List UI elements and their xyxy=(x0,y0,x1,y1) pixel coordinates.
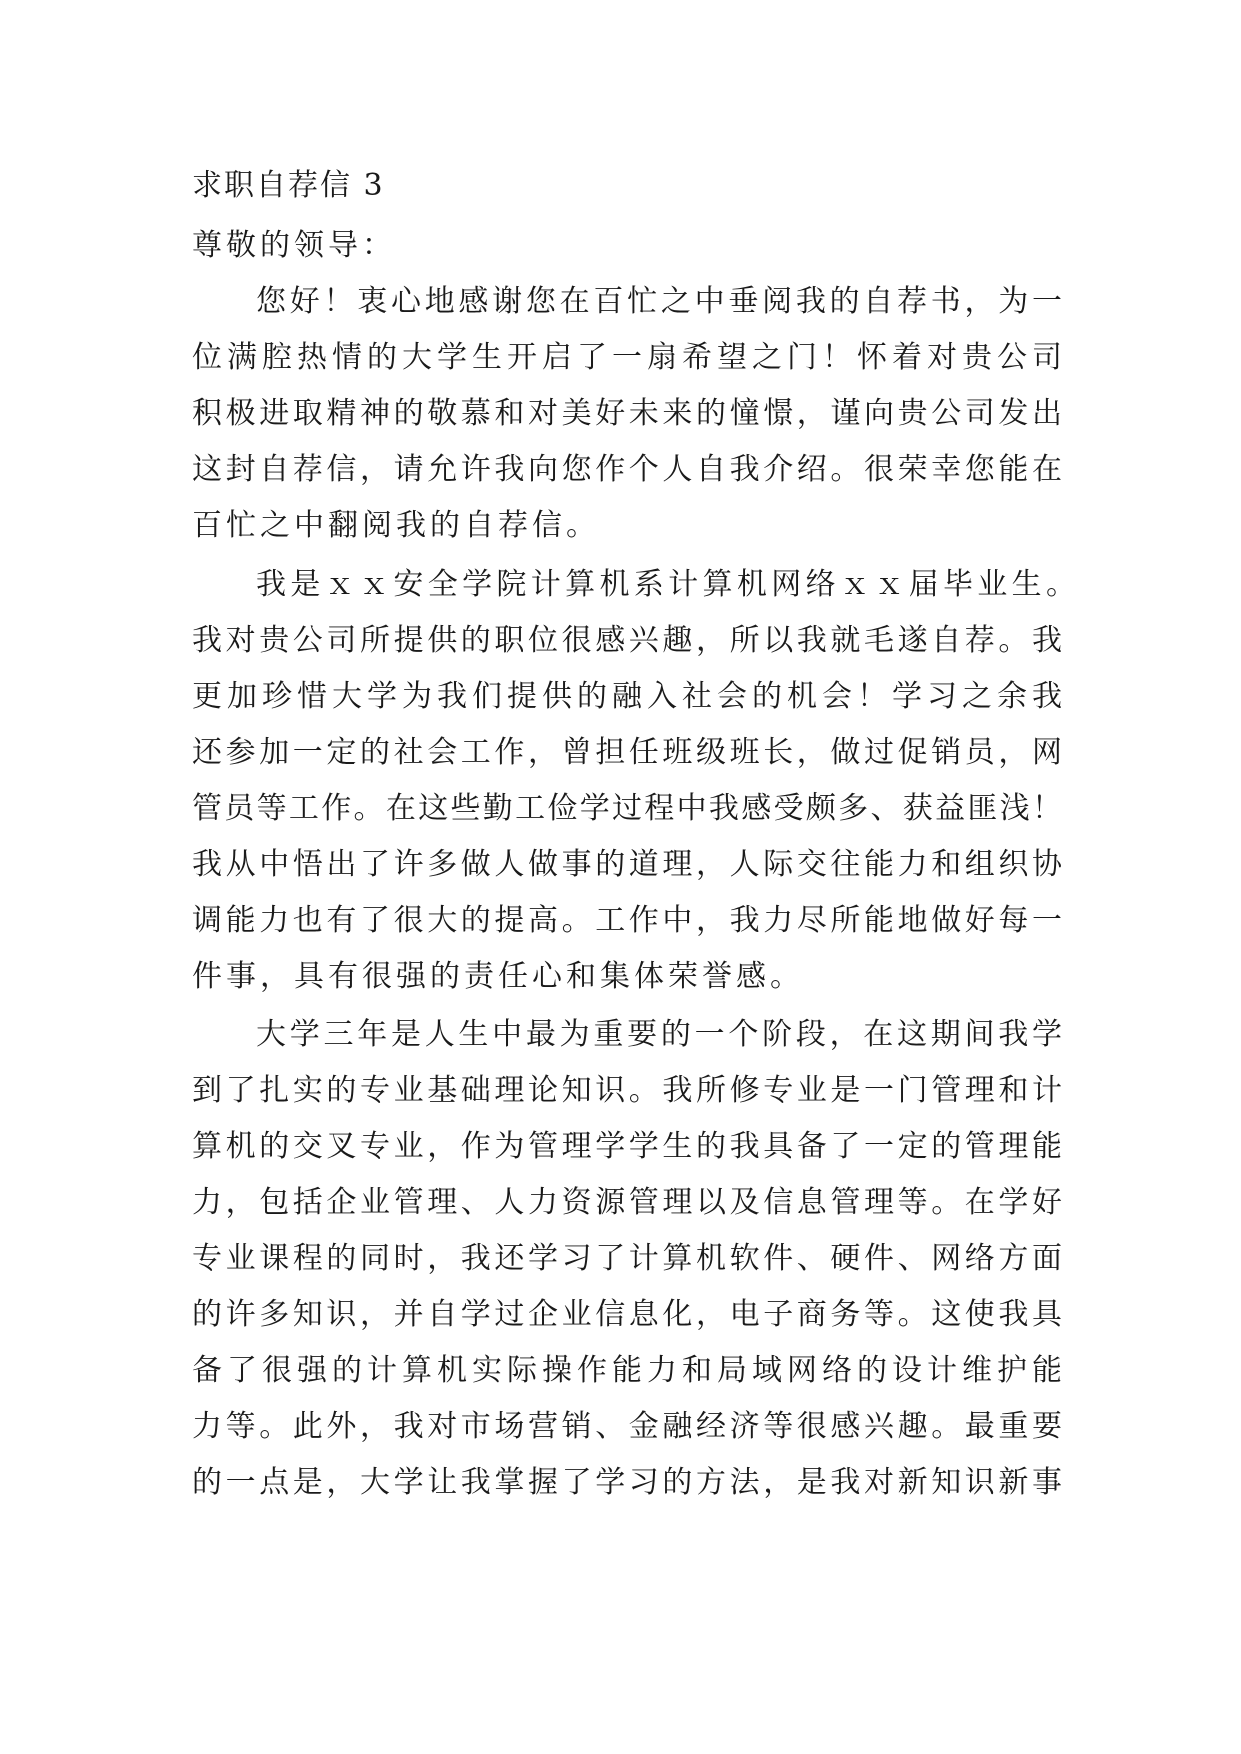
body-line: 我是ｘｘ安全学院计算机系计算机网络ｘｘ届毕业生。 xyxy=(256,567,1076,602)
body-line: 管员等工作。在这些勤工俭学过程中我感受颇多、获益匪浅！ xyxy=(192,791,1062,826)
salutation: 尊敬的领导： xyxy=(192,228,396,263)
body-line: 我从中悟出了许多做人做事的道理，人际交往能力和组织协 xyxy=(192,847,1062,882)
body-line: 专业课程的同时，我还学习了计算机软件、硬件、网络方面 xyxy=(192,1241,1062,1276)
body-line: 力，包括企业管理、人力资源管理以及信息管理等。在学好 xyxy=(192,1185,1062,1220)
body-line: 力等。此外，我对市场营销、金融经济等很感兴趣。最重要 xyxy=(192,1409,1062,1444)
body-line: 调能力也有了很大的提高。工作中，我力尽所能地做好每一 xyxy=(192,903,1062,938)
body-line: 备了很强的计算机实际操作能力和局域网络的设计维护能 xyxy=(192,1353,1062,1388)
body-line: 还参加一定的社会工作，曾担任班级班长，做过促销员，网 xyxy=(192,735,1062,770)
body-line: 积极进取精神的敬慕和对美好未来的憧憬，谨向贵公司发出 xyxy=(192,396,1062,431)
body-line: 的许多知识，并自学过企业信息化，电子商务等。这使我具 xyxy=(192,1297,1062,1332)
body-line: 到了扎实的专业基础理论知识。我所修专业是一门管理和计 xyxy=(192,1073,1062,1108)
body-line: 位满腔热情的大学生开启了一扇希望之门！怀着对贵公司 xyxy=(192,340,1062,375)
body-line: 大学三年是人生中最为重要的一个阶段，在这期间我学 xyxy=(256,1017,1062,1052)
body-line: 更加珍惜大学为我们提供的融入社会的机会！学习之余我 xyxy=(192,679,1062,714)
body-line: 的一点是，大学让我掌握了学习的方法，是我对新知识新事 xyxy=(192,1465,1062,1500)
body-line: 这封自荐信，请允许我向您作个人自我介绍。很荣幸您能在 xyxy=(192,452,1062,487)
body-line: 算机的交叉专业，作为管理学学生的我具备了一定的管理能 xyxy=(192,1129,1062,1164)
body-line: 我对贵公司所提供的职位很感兴趣，所以我就毛遂自荐。我 xyxy=(192,623,1062,658)
body-line: 百忙之中翻阅我的自荐信。 xyxy=(192,508,600,543)
body-line: 您好！衷心地感谢您在百忙之中垂阅我的自荐书，为一 xyxy=(256,284,1062,319)
letter-title: 求职自荐信 3 xyxy=(192,168,385,203)
body-line: 件事，具有很强的责任心和集体荣誉感。 xyxy=(192,959,804,994)
